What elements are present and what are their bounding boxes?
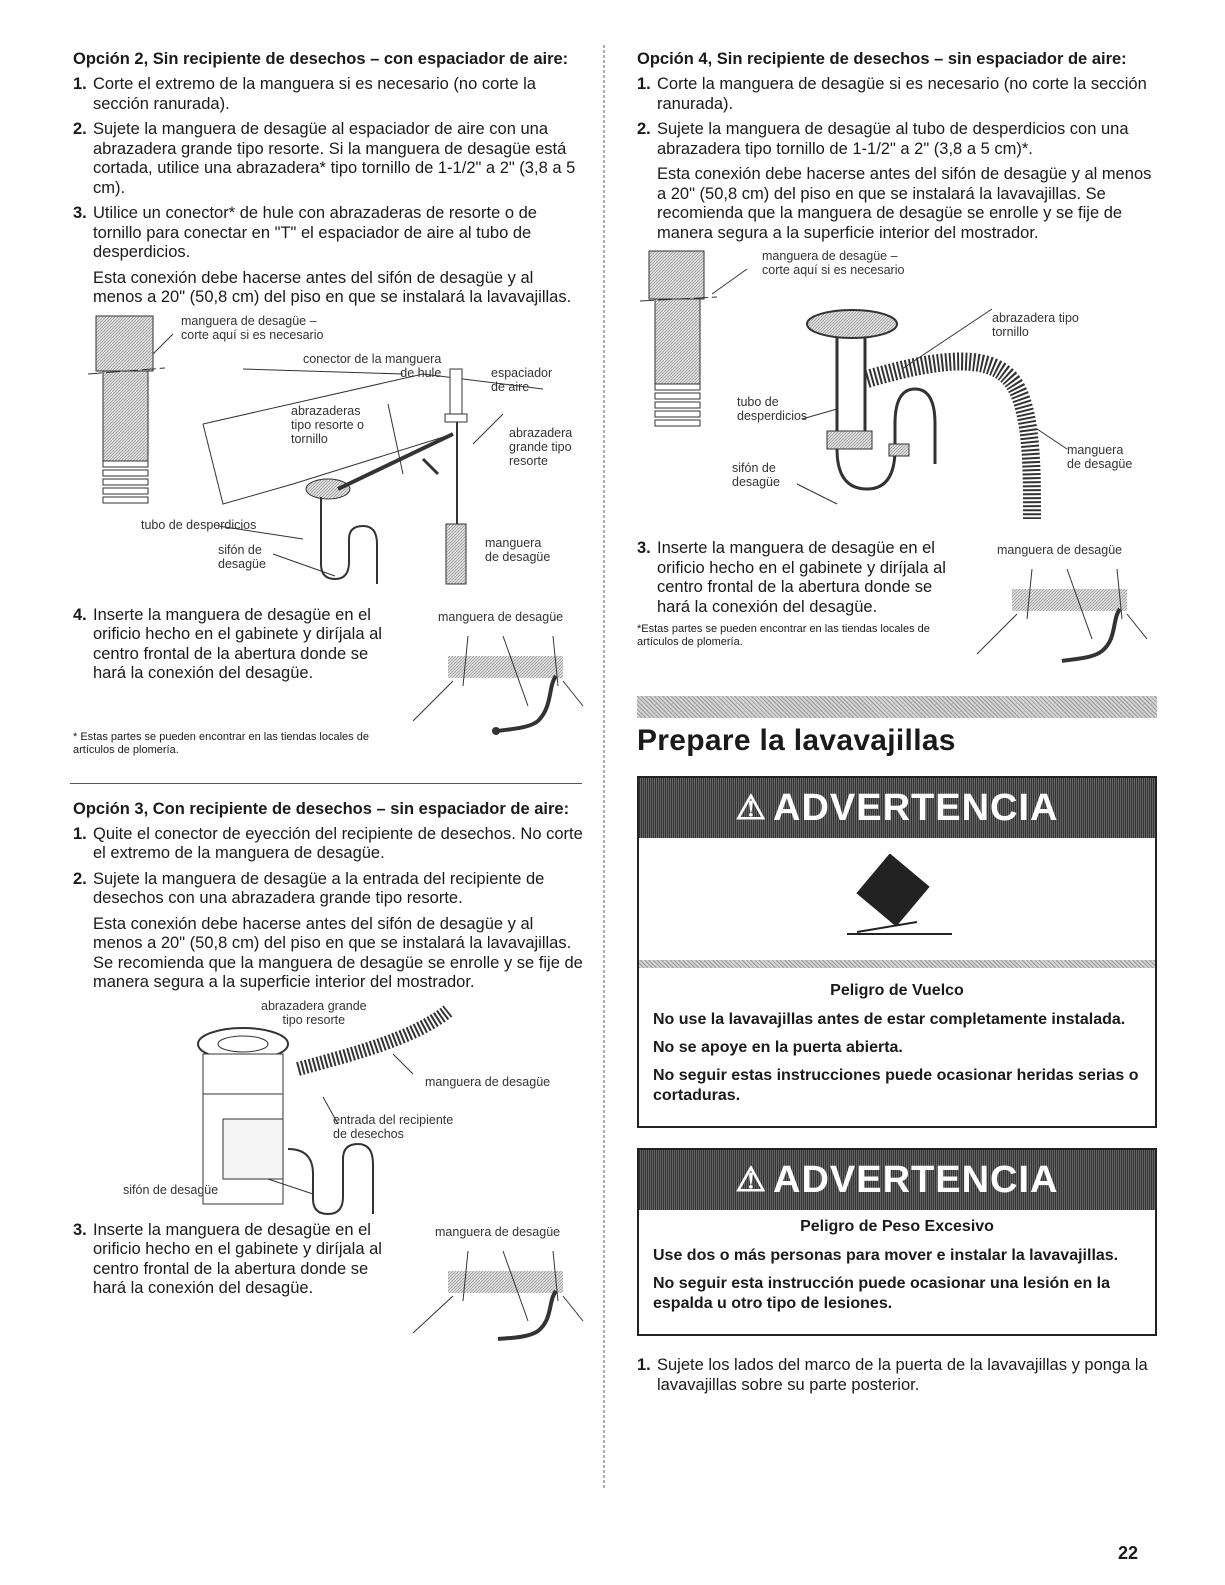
list-item: 2. Sujete la manguera de desagüe al espaciador de aire con una abrazadera grande tipo resorte. Si la manguera de desagüe está cortada, utilice una abrazadera* tipo tornillo de 1-1/2" a 2" (3,8 a 5 cm).	[73, 120, 576, 197]
list-item: 3. Utilice un conector* de hule con abrazaderas de resorte o de tornillo para conectar en "T" el espaciador de aire al tubo de desperdicios.	[73, 204, 537, 261]
label-large-clamp-2: abrazadera grande tipo resorte	[261, 998, 367, 1027]
label-drain-hose: manguera de desagüe	[485, 535, 551, 564]
cabinet-hose-illustration-2	[408, 1241, 588, 1341]
label-waste-pipe: tubo de desperdicios	[141, 517, 257, 532]
cabinet-hose-illustration-3	[972, 559, 1152, 674]
section-rule	[70, 783, 582, 784]
label-air-gap: espaciador de aire	[491, 365, 553, 394]
warning-header-2: ⚠ ADVERTENCIA	[639, 1150, 1155, 1210]
label-waste-pipe-4: tubo de desperdicios	[737, 395, 808, 423]
list-item: 2. Sujete la manguera de desagüe al tubo de desperdicios con una abrazadera tipo tornillo de 1-1/2" a 2" (3,8 a 5 cm)*.	[637, 120, 1129, 158]
warning-triangle-icon: ⚠	[735, 789, 767, 827]
warning-line: No use la lavavajillas antes de estar completamente instalada.	[653, 1011, 1126, 1028]
option4-steps	[637, 75, 1157, 159]
label-clamps: abrazaderas tipo resorte o tornillo	[291, 403, 364, 446]
option4-paragraph: Esta conexión debe hacerse antes del sifón de desagüe y al menos a 20" (50,8 cm) del piso en que se instalará la lavavajillas. Se recomienda que la manguera de desagüe se enrolle y se fije de manera segura a la superficie interior del mostrador.	[657, 165, 1152, 242]
list-item: 4. Inserte la manguera de desagüe en el orificio hecho en el gabinete y diríjala al centro frontal de la abertura donde se hará la conexión del desagüe.	[73, 605, 382, 682]
label-drain-hose-small: manguera de desagüe	[438, 609, 564, 624]
page-number: 22	[1118, 1543, 1139, 1563]
warning-title: Peligro de Vuelco	[830, 982, 964, 999]
label-drain-hose-5: manguera de desagüe	[1067, 443, 1133, 471]
list-item: 3. Inserte la manguera de desagüe en el orificio hecho en el gabinete y diríjala al centro frontal de la abertura donde se hará la conexión del desagüe.	[73, 1220, 382, 1297]
warning-title-2: Peligro de Peso Excesivo	[800, 1218, 994, 1235]
option3-step3	[73, 1221, 585, 1341]
option2-diagram	[73, 314, 585, 606]
section-band	[637, 696, 1157, 718]
list-item: 1. Corte el extremo de la manguera si es necesario (no corte la sección ranurada).	[73, 75, 536, 113]
warning-line: No seguir estas instrucciones puede ocasionar heridas serias o cortaduras.	[653, 1067, 1139, 1104]
warning-line: No se apoye en la puerta abierta.	[653, 1039, 903, 1056]
option4-title: Opción 4, Sin recipiente de desechos – sin espaciador de aire:	[637, 50, 1127, 68]
label-hose-cut-4: manguera de desagüe – corte aquí si es necesario	[762, 249, 905, 277]
section-title: Prepare la lavavajillas	[637, 724, 956, 757]
option2-footnote: * Estas partes se pueden encontrar en las tiendas locales de artículos de plomería.	[73, 730, 369, 756]
left-column	[73, 50, 585, 1341]
label-drain-hose-4: manguera de desagüe	[435, 1224, 561, 1239]
cabinet-hose-illustration	[408, 626, 588, 741]
label-hose-cut: manguera de desagüe – corte aquí si es necesario	[181, 313, 324, 342]
prepare-steps	[637, 1356, 1157, 1395]
option3-title: Opción 3, Con recipiente de desechos – sin espaciador de aire:	[73, 799, 570, 818]
option2-step4	[73, 606, 585, 741]
option2-paragraph: Esta conexión debe hacerse antes del sifón de desagüe y al menos a 20" (50,8 cm) del piso en que se instalará la lavavajillas.	[93, 268, 572, 306]
label-trap-4: sifón de desagüe	[732, 461, 780, 489]
list-item: 3. Inserte la manguera de desagüe en el orificio hecho en el gabinete y diríjala al centro frontal de la abertura donde se hará la conexión del desagüe.	[637, 539, 946, 616]
label-large-clamp: abrazadera grande tipo resorte	[509, 425, 573, 468]
option4-footnote: *Estas partes se pueden encontrar en las tiendas locales de artículos de plomería.	[637, 623, 930, 648]
warning-box-tip	[637, 776, 1157, 1128]
list-item: 1. Sujete los lados del marco de la puerta de la lavavajillas y ponga la lavavajillas sobre su parte posterior.	[637, 1356, 1148, 1394]
option3-diagram	[73, 999, 585, 1221]
option2-steps	[73, 75, 585, 263]
warning-header: ⚠ ADVERTENCIA	[639, 778, 1155, 838]
waste-pipe-illustration	[637, 249, 1157, 539]
warning-line: Use dos o más personas para mover e instalar la lavavajillas.	[653, 1247, 1119, 1264]
tip-over-icon	[639, 838, 1155, 960]
warning-band	[639, 960, 1155, 968]
column-divider	[603, 45, 605, 1490]
label-clamp-4: abrazadera tipo tornillo	[992, 311, 1079, 339]
list-item: 1. Quite el conector de eyección del recipiente de desechos. No corte el extremo de la manguera de desagüe.	[73, 824, 583, 862]
option3-paragraph: Esta conexión debe hacerse antes del sifón de desagüe y al menos a 20" (50,8 cm) del piso en que se instalará la lavavajillas. Se recomienda que la manguera de desagüe se enrolle y se fije de manera segura a la superficie interior del mostrador.	[93, 914, 583, 991]
option2-title: Opción 2, Sin recipiente de desechos – con espaciador de aire:	[73, 50, 569, 68]
warning-box-weight	[637, 1148, 1157, 1336]
label-connector: conector de la manguera de hule	[303, 351, 442, 380]
label-inlet: entrada del recipiente de desechos	[333, 1112, 454, 1141]
warning-triangle-icon: ⚠	[735, 1161, 767, 1199]
right-column	[637, 50, 1157, 1401]
warning-line: No seguir esta instrucción puede ocasionar una lesión en la espalda u otro tipo de lesiones.	[653, 1275, 1111, 1312]
option3-steps	[73, 825, 585, 909]
option4-step3	[637, 539, 1157, 674]
list-item: 1. Corte la manguera de desagüe si es necesario (no corte la sección ranurada).	[637, 75, 1147, 113]
list-item: 2. Sujete la manguera de desagüe a la entrada del recipiente de desechos con una abrazadera grande tipo resorte.	[73, 869, 545, 907]
label-drain-hose-3: manguera de desagüe	[425, 1074, 551, 1089]
option4-diagram	[637, 249, 1157, 539]
label-trap-3: sifón de desagüe	[123, 1182, 219, 1197]
label-drain-hose-6: manguera de desagüe	[997, 543, 1123, 557]
label-trap: sifón de desagüe	[218, 542, 266, 571]
